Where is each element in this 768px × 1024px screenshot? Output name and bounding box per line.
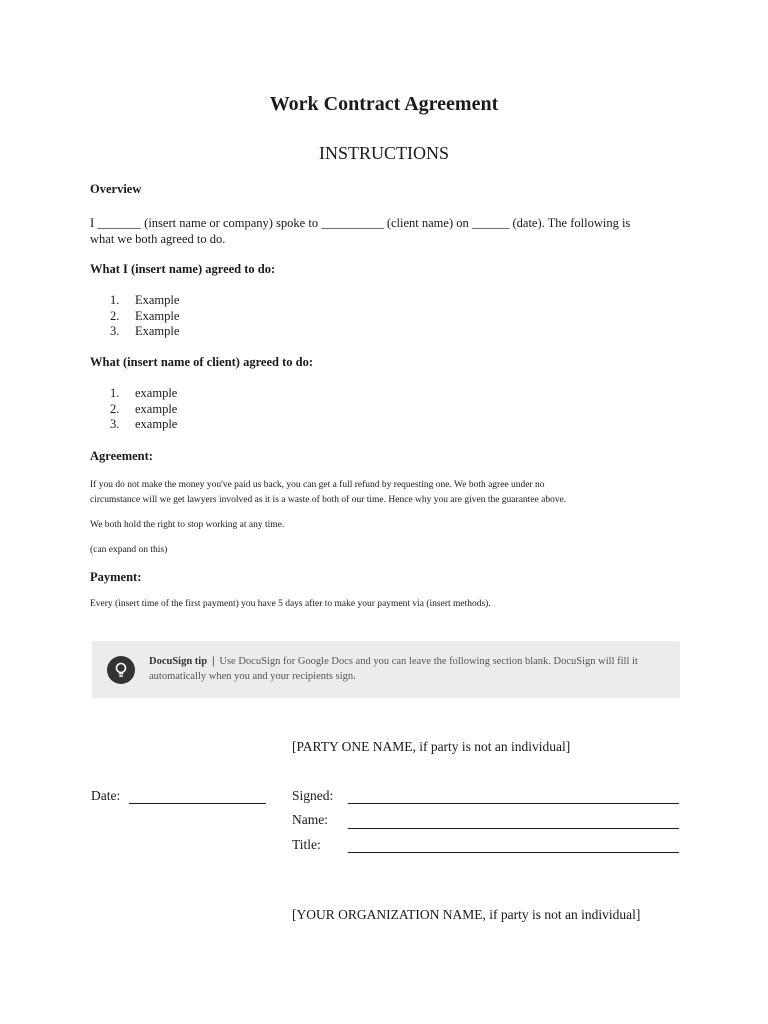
list-number: 1.	[110, 293, 120, 307]
client-heading: What (insert name of client) agreed to do:	[90, 355, 313, 369]
list-item	[110, 402, 177, 418]
list-item	[110, 324, 179, 340]
agreement-paragraph-1	[90, 478, 690, 508]
agreement-line-2: circumstance will we get lawyers involved as it is a waste of both of our time. Hence why you are given the guarantee above.	[90, 495, 567, 505]
document-title: Work Contract Agreement	[269, 93, 499, 115]
list-number: 3.	[110, 324, 120, 338]
tip-label: DocuSign tip	[149, 656, 208, 667]
list-text: Example	[135, 293, 180, 307]
name-label: Name:	[292, 812, 328, 827]
name-line[interactable]	[348, 828, 679, 829]
list-item	[110, 309, 179, 325]
agreement-paragraph-3: (can expand on this)	[90, 545, 168, 555]
client-list	[110, 386, 177, 433]
list-number: 3.	[110, 417, 120, 431]
overview-text	[90, 215, 680, 247]
overview-line-1: I _______ (insert name or company) spoke to __________ (client name) on ______ (date). The following is	[90, 216, 631, 230]
tip-line-1: Use DocuSign for Google Docs and you can leave the following section blank. DocuSign will fill it	[219, 656, 638, 667]
payment-text: Every (insert time of the first payment) you have 5 days after to make your payment via (insert methods).	[90, 599, 491, 609]
date-label: Date:	[91, 788, 121, 803]
lightbulb-icon	[107, 656, 135, 684]
date-line[interactable]	[129, 803, 266, 804]
list-number: 2.	[110, 308, 120, 323]
overview-heading: Overview	[90, 182, 142, 196]
list-text: example	[135, 386, 178, 400]
signed-label: Signed:	[292, 788, 334, 803]
document-subtitle: INSTRUCTIONS	[318, 143, 449, 163]
title-line[interactable]	[348, 852, 679, 853]
signed-line[interactable]	[348, 803, 679, 804]
list-number: 1.	[110, 386, 120, 400]
agreement-paragraph-2: We both hold the right to stop working at any time.	[90, 520, 285, 530]
list-item	[110, 293, 179, 309]
list-text: example	[135, 417, 178, 431]
tip-text	[149, 654, 671, 684]
list-text: Example	[135, 308, 180, 323]
payment-heading: Payment:	[90, 570, 142, 584]
agreement-heading: Agreement:	[90, 449, 153, 463]
provider-heading: What I (insert name) agreed to do:	[90, 262, 276, 276]
agreement-line-1: If you do not make the money you've paid us back, you can get a full refund by requesting one. We both agree under no	[90, 480, 545, 490]
tip-line-2: automatically when you and your recipients sign.	[149, 671, 356, 682]
list-text: example	[135, 401, 178, 416]
party-two-name: [YOUR ORGANIZATION NAME, if party is not an individual]	[292, 907, 641, 922]
title-label: Title:	[292, 837, 321, 852]
docusign-tip-box	[92, 641, 680, 698]
list-text: Example	[135, 324, 180, 338]
overview-line-2: what we both agreed to do.	[90, 232, 226, 246]
list-item	[110, 417, 177, 433]
provider-list	[110, 293, 179, 340]
tip-separator: |	[212, 656, 215, 667]
list-number: 2.	[110, 401, 120, 416]
list-item	[110, 386, 177, 402]
party-one-name: [PARTY ONE NAME, if party is not an individual]	[292, 739, 571, 754]
